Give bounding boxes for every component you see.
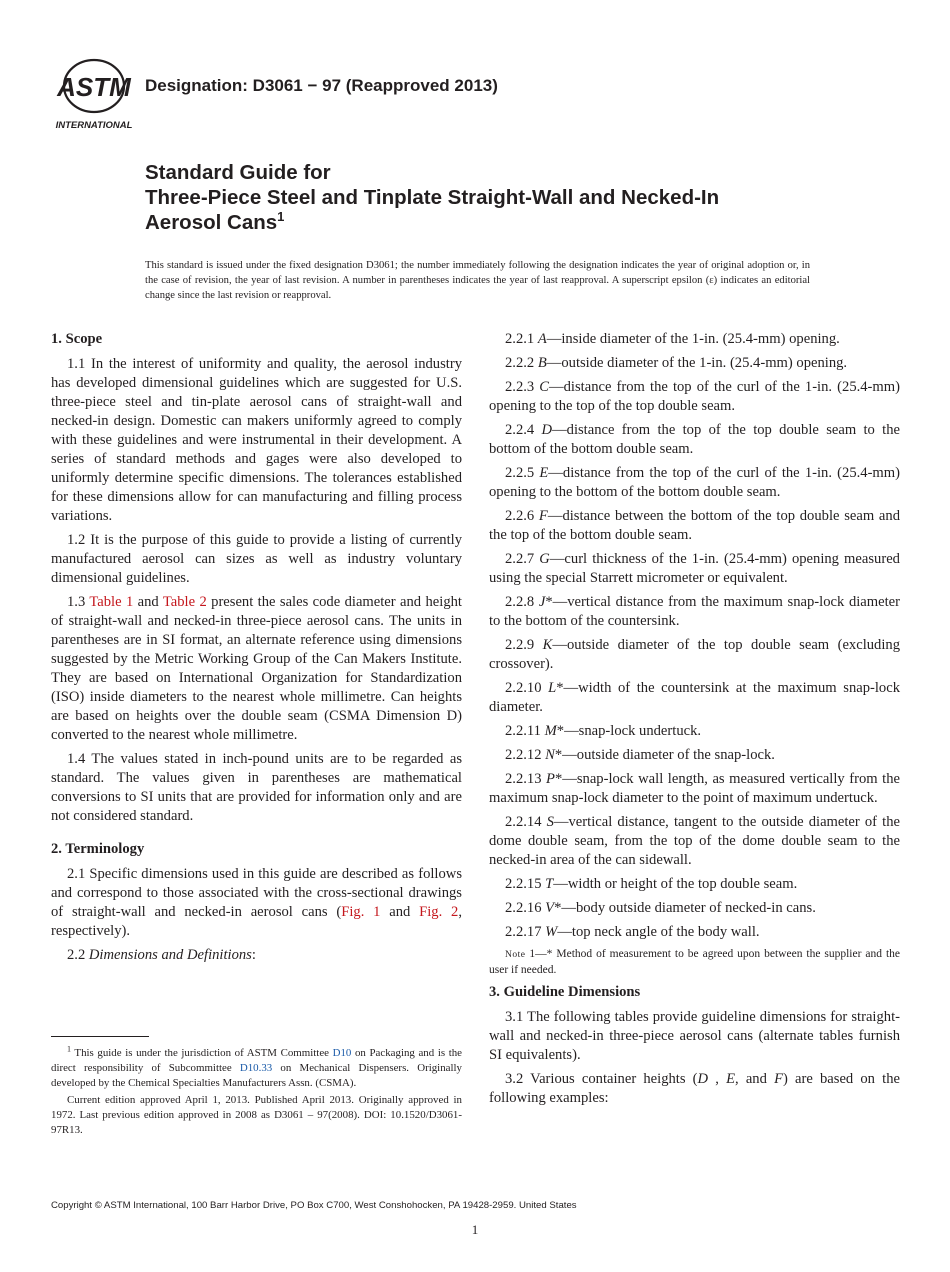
p22-italic: Dimensions and Definitions [88, 947, 252, 963]
definition-symbol: T [545, 876, 554, 892]
p13-prefix: 1.3 [67, 594, 90, 610]
fn-c: on Mechanical Dispensers. Originally developed by the Chemical Specialties Manufacturers Assn. (CSMA). [51, 1062, 462, 1089]
definition-number: 2.2.17 [505, 924, 546, 940]
committee-d10-link[interactable]: D10 [332, 1047, 352, 1059]
definition-text: —top neck angle of the body wall. [557, 924, 760, 940]
section-1-heading: 1. Scope [51, 331, 103, 347]
definition-symbol: P [546, 771, 555, 787]
definition-item [489, 593, 900, 631]
definition-number: 2.2.12 [505, 747, 546, 763]
paragraph-1-4: 1.4 The values stated in inch-pound units are to be regarded as standard. The values given in parentheses are mathematical conversions to SI units that are provided for information only and are not considered standard. [51, 751, 462, 824]
definition-item [489, 464, 900, 502]
definition-text: *—outside diameter of the snap-lock. [554, 747, 775, 763]
title-line-2: Three-Piece Steel and Tinplate Straight-Wall and Necked-In [145, 186, 720, 209]
title-line-3-text: Aerosol Cans [145, 211, 278, 234]
definition-number: 2.2.8 [505, 594, 539, 610]
definition-item [489, 679, 900, 717]
definition-symbol: D [541, 422, 553, 438]
paragraph-1-3 [51, 593, 462, 745]
p32-comma: , [708, 1071, 727, 1087]
definition-text: —vertical distance, tangent to the outside diameter of the dome double seam, from the top of the dome double seam to the necked-in area of the can sidewall. [489, 814, 900, 868]
fn-a: This guide is under the jurisdiction of ASTM Committee [71, 1047, 333, 1059]
subcommittee-d10-33-link[interactable]: D10.33 [239, 1062, 273, 1074]
definition-symbol: V [545, 900, 555, 916]
p32-suffix: ) are based on the following examples: [489, 1071, 900, 1106]
paragraph-2-1 [51, 865, 462, 941]
definition-text: *—body outside diameter of necked-in cans. [554, 900, 816, 916]
definition-symbol: C [539, 379, 550, 395]
definition-text: —inside diameter of the 1-in. (25.4-mm) opening. [546, 331, 840, 347]
definition-item [489, 636, 900, 674]
definition-text: *—width of the countersink at the maximum snap-lock diameter. [489, 680, 900, 715]
definition-number: 2.2.6 [505, 508, 539, 524]
definition-text: —width or height of the top double seam. [553, 876, 798, 892]
title-line-1: Standard Guide for [145, 161, 331, 184]
definition-text: —outside diameter of the 1-in. (25.4-mm) opening. [546, 355, 848, 371]
astm-logo [52, 56, 136, 134]
footnote-edition: Current edition approved April 1, 2013. Published April 2013. Originally approved in 1972. Last previous edition approved in 2008 as D3061 – 97(2008). DOI: 10.1520/D3061-97R13. [51, 1094, 462, 1136]
note-label: Note [505, 950, 526, 960]
fig-2-link[interactable]: Fig. 2 [419, 904, 459, 920]
title-line-3 [145, 210, 905, 235]
table-2-link[interactable]: Table 2 [162, 594, 207, 610]
table-1-link[interactable]: Table 1 [89, 594, 134, 610]
definition-symbol: M [544, 723, 557, 739]
copyright: Copyright © ASTM International, 100 Barr Harbor Drive, PO Box C700, West Conshohocken, PA 19428-2959. United States [51, 1200, 577, 1211]
right-column [489, 330, 900, 1113]
definition-item [489, 813, 900, 870]
p32-and: , and [735, 1071, 775, 1087]
page-number: 1 [471, 1222, 479, 1237]
definition-number: 2.2.2 [505, 355, 538, 371]
definition-symbol: K [542, 637, 553, 653]
definition-symbol: E [539, 465, 549, 481]
definition-item [489, 722, 900, 741]
definition-text: —distance from the top of the top double seam to the bottom of the bottom double seam. [489, 422, 900, 457]
definition-symbol: B [537, 355, 547, 371]
definition-item [489, 507, 900, 545]
definitions-list [489, 330, 900, 942]
p32-d: D [697, 1071, 709, 1087]
definition-text: —curl thickness of the 1-in. (25.4-mm) opening measured using the special Starrett micrometer or equivalent. [489, 551, 900, 586]
section-2-heading: 2. Terminology [51, 841, 145, 857]
definition-item [489, 746, 900, 765]
definition-symbol: W [545, 924, 558, 940]
document-title [145, 160, 905, 235]
definition-item [489, 770, 900, 808]
fig-1-link[interactable]: Fig. 1 [341, 904, 381, 920]
definition-number: 2.2.11 [505, 723, 545, 739]
definition-symbol: L [548, 680, 557, 696]
definition-number: 2.2.9 [505, 637, 543, 653]
p21-prefix: 2.1 Specific dimensions used in this guide are described as follows and correspond to those associated with the cross-sectional drawings of straight-wall and necked-in aerosol cans ( [51, 866, 462, 920]
definition-item [489, 899, 900, 918]
definition-text: *—snap-lock undertuck. [556, 723, 702, 739]
definition-number: 2.2.14 [505, 814, 547, 830]
designation: Designation: D3061 − 97 (Reapproved 2013) [145, 76, 498, 95]
definition-symbol: G [539, 551, 550, 567]
definition-symbol: A [537, 331, 547, 347]
note-1 [489, 947, 900, 978]
p32-f: F [774, 1071, 783, 1087]
p21-and: and [380, 904, 420, 920]
footnote [51, 1046, 462, 1140]
definition-symbol: S [546, 814, 554, 830]
definition-number: 2.2.4 [505, 422, 542, 438]
definition-number: 2.2.3 [505, 379, 540, 395]
definition-symbol: N [545, 747, 555, 763]
definition-number: 2.2.1 [505, 331, 538, 347]
footnote-divider [51, 1036, 149, 1037]
issue-note: This standard is issued under the fixed designation D3061; the number immediately following the designation indicates the year of original adoption or, in the case of revision, the year of last revision. A number in parentheses indicates the year of last reapproval. A superscript epsilon (ε) indicates an editorial change since the last revision or reapproval. [145, 260, 810, 301]
paragraph-1-2: 1.2 It is the purpose of this guide to provide a listing of currently manufactured aerosol can sizes as well as industry voluntary dimensional guidelines. [51, 532, 462, 586]
definition-item [489, 550, 900, 588]
definition-item [489, 421, 900, 459]
footnote-marker: 1 [67, 1044, 71, 1054]
fn-b: on Packaging and is the direct responsibility of Subcommittee [51, 1047, 462, 1074]
logo-subtext: INTERNATIONAL [55, 120, 133, 131]
p13-and: and [133, 594, 163, 610]
definition-symbol: J [538, 594, 546, 610]
definition-item [489, 923, 900, 942]
logo-text: ASTM [57, 72, 131, 102]
definition-item [489, 354, 900, 373]
title-footnote-marker[interactable]: 1 [277, 209, 285, 225]
definition-text: —distance from the top of the curl of the 1-in. (25.4-mm) opening to the top of the top double seam. [489, 379, 900, 414]
definition-number: 2.2.13 [505, 771, 547, 787]
definition-number: 2.2.5 [505, 465, 540, 481]
p32-e: E [726, 1071, 735, 1087]
p21-suffix: , respectively). [51, 904, 463, 939]
definition-number: 2.2.10 [505, 680, 549, 696]
definition-item [489, 378, 900, 416]
definition-item [489, 875, 900, 894]
p22-suffix: : [251, 947, 256, 963]
footnote-1 [51, 1046, 462, 1091]
paragraph-2-2 [51, 946, 462, 965]
definition-symbol: F [538, 508, 548, 524]
paragraph-3-2 [489, 1070, 900, 1108]
definition-number: 2.2.7 [505, 551, 540, 567]
p32-prefix: 3.2 Various container heights ( [505, 1071, 698, 1087]
definition-text: —distance from the top of the curl of the 1-in. (25.4-mm) opening to the bottom of the bottom double seam. [489, 465, 900, 500]
note-text: 1—* Method of measurement to be agreed upon between the supplier and the user if needed. [489, 948, 900, 976]
definition-item [489, 330, 900, 349]
definition-number: 2.2.15 [505, 876, 546, 892]
left-column [51, 330, 462, 970]
section-3-heading: 3. Guideline Dimensions [489, 984, 641, 1000]
definition-number: 2.2.16 [505, 900, 546, 916]
paragraph-1-1: 1.1 In the interest of uniformity and quality, the aerosol industry has developed dimensional guidelines which are suggested for U.S. three-piece steel and tin-plate aerosol cans of straight-wall and necked-in design. Domestic can makers uniformly agreed to comply with these guidelines and were instrumental in their development. A series of standard methods and gages were also developed to uniformly determine specific dimensions. The tolerances established for these dimensions allow for can manufacturing and filling process variations. [51, 356, 462, 524]
definition-text: *—snap-lock wall length, as measured vertically from the maximum snap-lock diameter to the point of maximum undertuck. [489, 771, 900, 806]
definition-text: —distance between the bottom of the top double seam and the top of the bottom double seam. [489, 508, 900, 543]
definition-text: —outside diameter of the top double seam (excluding crossover). [489, 637, 900, 672]
p22-prefix: 2.2 [67, 947, 89, 963]
definition-text: *—vertical distance from the maximum snap-lock diameter to the bottom of the countersink. [489, 594, 900, 629]
p13-rest: present the sales code diameter and height of straight-wall and necked-in three-piece aerosol cans. The units in parentheses are in SI format, an alternate reference using dimensions suggested by the Metric Working Group of the Can Makers Institute. They are based on International Organization for Standardization (ISO) inside diameters to the nearest whole millimetre. Can heights are based on heights over the double seam (CSMA Dimension D) converted to the nearest whole millimetre. [51, 594, 462, 743]
paragraph-3-1: 3.1 The following tables provide guideline dimensions for straight-wall and necked-in three-piece aerosol cans (alternate tables furnish SI equivalents). [489, 1009, 900, 1063]
